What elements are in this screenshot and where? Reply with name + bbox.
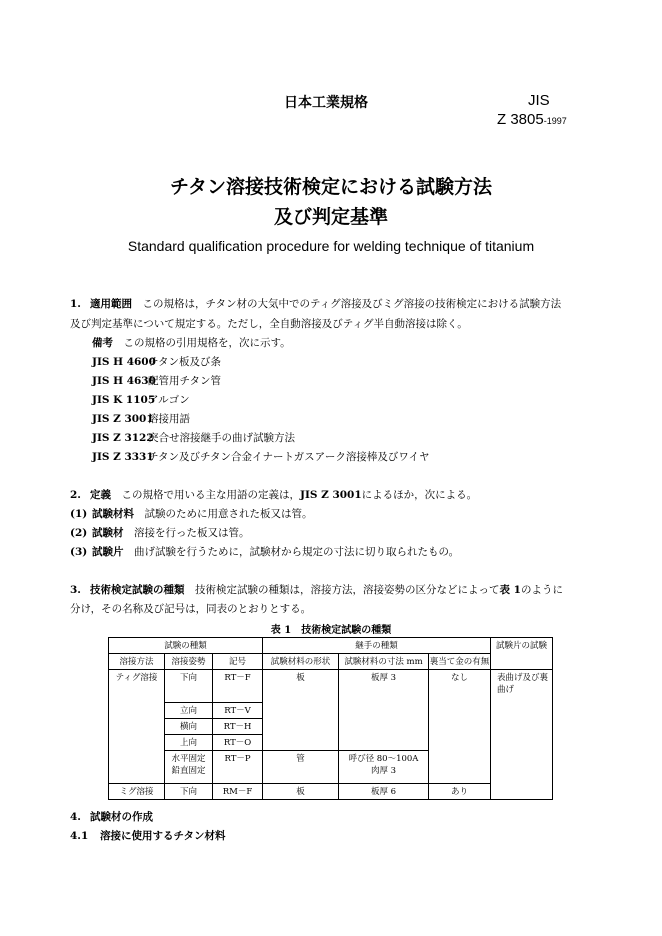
jis-label: JIS [528, 92, 550, 109]
cell-size: 板厚 6 [339, 784, 429, 800]
table1 [108, 637, 553, 800]
col-header: 溶接方法 [109, 654, 165, 670]
section4-number: 4. [70, 811, 81, 823]
ref-code: JIS H 4630 [92, 375, 156, 387]
section1-line1 [70, 298, 561, 311]
definition-item [70, 508, 313, 521]
definition-num: (3) [70, 546, 88, 558]
definition-term: 試験材 [92, 527, 124, 539]
ref-title: 配管用チタン管 [148, 375, 221, 387]
cell-size: 板厚 3 [339, 670, 429, 751]
definition-item [70, 546, 459, 559]
standard-code: Z 3805 [497, 111, 544, 128]
ref-title: チタン及びチタン合金イナートガスアーク溶接棒及びワイヤ [148, 451, 430, 463]
section3-ref: 表 1 [499, 584, 521, 596]
title-en: Standard qualification procedure for welding technique of titanium [127, 238, 535, 254]
remark-text: この規格の引用規格を，次に示す。 [123, 337, 291, 349]
cell-backing: あり [429, 784, 491, 800]
definition-num: (1) [70, 508, 88, 520]
ref-code: JIS Z 3122 [92, 432, 154, 444]
table-column-header-row [109, 654, 553, 670]
title-ja-line2: 及び判定基準 [273, 206, 388, 228]
cell-shape: 管 [263, 751, 339, 784]
definition-text: 曲げ試験を行うために，試験材から規定の寸法に切り取られたもの。 [134, 546, 460, 558]
cell-position: 下向 [165, 670, 213, 703]
ref-item [92, 432, 295, 445]
col-header: 試験材料の形状 [263, 654, 339, 670]
cell-method: ティグ溶接 [109, 670, 165, 784]
group-header-specimen-test: 試験片の試験 [491, 638, 553, 654]
section3-text-pre: 技術検定試験の種類は，溶接方法，溶接姿勢の区分などによって [195, 584, 500, 596]
cell-position: 立向 [165, 703, 213, 719]
cell-method: ミグ溶接 [109, 784, 165, 800]
ref-code: JIS H 4600 [92, 356, 156, 368]
ref-item [92, 356, 221, 369]
definition-text: 溶接を行った板又は管。 [134, 527, 250, 539]
standard-number [497, 111, 567, 128]
section1-line2: 及び判定基準について規定する。ただし，全自動溶接及びティグ半自動溶接は除く。 [70, 318, 468, 330]
cell-symbol: RT－F [213, 670, 263, 703]
ref-item [92, 413, 190, 426]
ref-title: アルゴン [148, 394, 190, 406]
section4-sub-number: 4.1 [70, 830, 89, 842]
remark-label: 備考 [92, 337, 113, 349]
section2-heading: 定義 [90, 489, 111, 501]
section2-line [70, 489, 477, 502]
ref-item [92, 375, 221, 388]
cell-position: 上向 [165, 735, 213, 751]
section1-number: 1. [70, 298, 81, 310]
definition-text: 試験のために用意された板又は管。 [144, 508, 313, 520]
section1-text1: この規格は，チタン材の大気中でのティグ溶接及びミグ溶接の技術検定における試験方法 [142, 298, 562, 310]
title-ja-line1: チタン溶接技術検定における試験方法 [169, 176, 493, 198]
section1-heading: 適用範囲 [90, 298, 132, 310]
group-header-test-type: 試験の種類 [109, 638, 263, 654]
cell-symbol: RM－F [213, 784, 263, 800]
cell-size: 呼び径 80～100A 肉厚 3 [339, 751, 429, 784]
cell-position: 水平固定 鉛直固定 [165, 751, 213, 784]
section4-heading: 試験材の作成 [90, 811, 153, 823]
ref-title: チタン板及び条 [148, 356, 221, 368]
cell-symbol: RT－P [213, 751, 263, 784]
cell-position: 横向 [165, 719, 213, 735]
cell-shape: 板 [263, 784, 339, 800]
section3-text-post: のように [520, 584, 563, 596]
section3-heading: 技術検定試験の種類 [90, 584, 185, 596]
cell-specimen-test: 表曲げ及び裏曲げ [491, 670, 553, 800]
table-row [109, 784, 553, 800]
standard-name: 日本工業規格 [284, 95, 368, 111]
cell-backing: なし [429, 670, 491, 784]
col-header: 記号 [213, 654, 263, 670]
table1-caption: 表 1 技術検定試験の種類 [270, 625, 392, 636]
definition-term: 試験片 [92, 546, 124, 558]
cell-symbol: RT－V [213, 703, 263, 719]
cell-shape: 板 [263, 670, 339, 751]
ref-title: 溶接用語 [148, 413, 190, 425]
section3-line1 [70, 584, 563, 597]
section2-text-pre: この規格で用いる主な用語の定義は， [121, 489, 300, 501]
col-header: 溶接姿勢 [165, 654, 213, 670]
definition-term: 試験材料 [92, 508, 134, 520]
ref-title: 突合せ溶接継手の曲げ試験方法 [148, 432, 295, 444]
section2-ref: JIS Z 3001 [300, 489, 362, 501]
col-header: 試験材料の寸法 mm [339, 654, 429, 670]
table-group-header-row [109, 638, 553, 654]
section3-number: 3. [70, 584, 81, 596]
section1-remark [92, 337, 291, 350]
ref-item [92, 394, 190, 407]
ref-code: JIS Z 3331 [92, 451, 154, 463]
ref-item [92, 451, 430, 464]
table-row [109, 670, 553, 703]
group-header-joint-type: 継手の種類 [263, 638, 491, 654]
cell-symbol: RT－H [213, 719, 263, 735]
definition-num: (2) [70, 527, 88, 539]
section4-sub-line [70, 830, 225, 843]
section3-line2: 分け，その名称及び記号は，同表のとおりとする。 [70, 603, 312, 615]
ref-code: JIS K 1105 [92, 394, 156, 406]
cell-position: 下向 [165, 784, 213, 800]
col-header: 裏当て金の有無 [429, 654, 491, 670]
definition-item [70, 527, 250, 540]
col-header-blank [491, 654, 553, 670]
cell-symbol: RT－O [213, 735, 263, 751]
section4-sub-heading: 溶接に使用するチタン材料 [100, 830, 226, 842]
section4-heading-line [70, 811, 153, 824]
standard-year: -1997 [543, 116, 567, 126]
section2-number: 2. [70, 489, 81, 501]
section2-text-post: によるほか，次による。 [361, 489, 478, 501]
ref-code: JIS Z 3001 [92, 413, 154, 425]
